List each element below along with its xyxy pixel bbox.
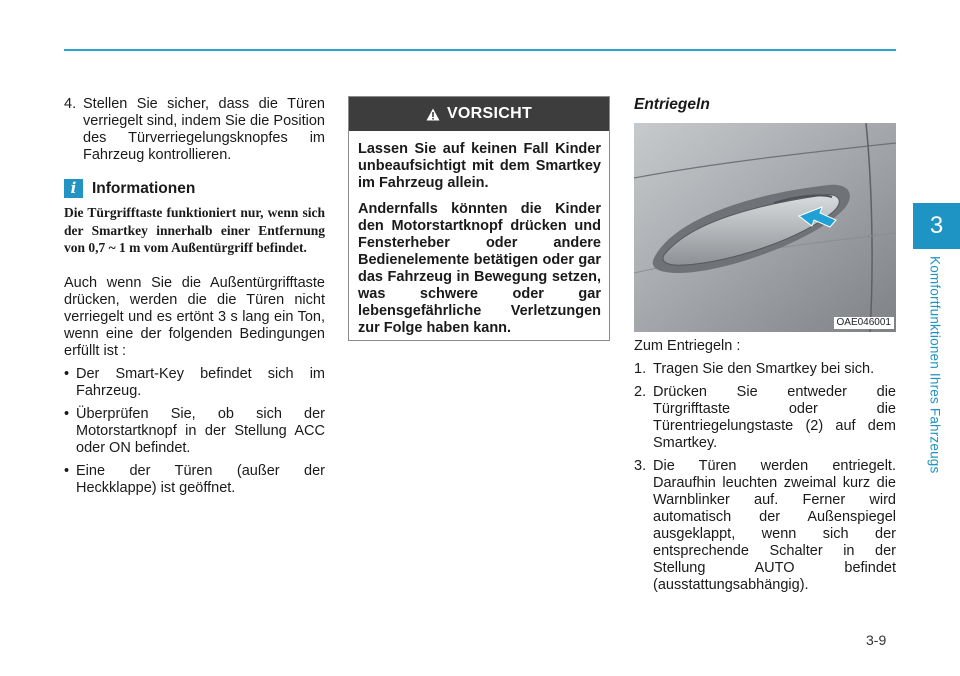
step-number: 4. [64, 96, 77, 112]
step-number: 3. [634, 458, 647, 474]
warning-triangle-icon [426, 108, 440, 121]
caution-paragraph: Lassen Sie auf keinen Fall Kinder unbeaufsichtigt mit dem Smartkey im Fahrzeug allein. [358, 141, 601, 191]
info-text: Die Türgrifftaste funktioniert nur, wenn sich der Smartkey innerhalb einer Entfernung von 0,7 ~ 1 m vom Außentürgriff befindet. [64, 205, 325, 255]
caution-paragraph: Andernfalls könnten die Kinder den Motorstartknopf drücken und Fensterheber oder andere Bedienelemente betätigen oder gar das Fahrzeug in Bewegung setzen, was schwere oder gar lebensgefährliche Verletzungen zur Folge haben kann. [358, 201, 601, 336]
door-handle-illustration [634, 123, 896, 332]
section-heading: Entriegeln [634, 96, 710, 113]
unlock-step-1 [634, 361, 896, 378]
chapter-title-vertical [920, 256, 950, 496]
step-number: 1. [634, 361, 647, 377]
unlock-intro: Zum Entriegeln : [634, 338, 741, 354]
bullet-icon: • [64, 405, 70, 422]
image-code: OAE046001 [834, 317, 895, 329]
unlock-step-2 [634, 384, 896, 452]
list-item: • Der Smart-Key befindet sich im Fahrzeug. [64, 365, 325, 399]
left-column [64, 96, 325, 497]
list-item: • Eine der Türen (außer der Heckklappe) ist geöffnet. [64, 462, 325, 496]
info-icon: i [64, 179, 83, 198]
caution-body [349, 131, 609, 337]
unlock-step-3 [634, 458, 896, 594]
info-title: Informationen [92, 180, 196, 197]
top-rule [64, 49, 896, 51]
step-number: 2. [634, 384, 647, 400]
info-header [64, 179, 325, 198]
bullet-icon: • [64, 365, 70, 382]
step-text: Tragen Sie den Smartkey bei sich. [653, 361, 875, 377]
bullet-icon: • [64, 462, 70, 479]
step-4 [64, 96, 325, 164]
list-item: • Überprüfen Sie, ob sich der Motorstartknopf in der Stellung ACC oder ON befindet. [64, 405, 325, 456]
step-text: Die Türen werden entriegelt. Daraufhin leuchten zweimal kurz die Warnblinker auf. Ferner wird automatisch der Außenspiegel ausgeklappt, wenn sich der entsprechende Schalter in der Stellung AUTO befindet (ausstattungsabhängig). [653, 458, 896, 593]
step-text: Stellen Sie sicher, dass die Türen verriegelt sind, indem Sie die Position des Türverriegelungsknopfes im Fahrzeug kontrollieren. [83, 96, 325, 163]
right-column [634, 96, 896, 600]
chapter-number: 3 [929, 212, 944, 239]
step-text: Drücken Sie entweder die Türgrifftaste oder die Türentriegelungstaste (2) auf dem Smartkey. [653, 384, 896, 451]
chapter-tab [913, 203, 960, 249]
chapter-title: Komfortfunktionen Ihres Fahrzeugs [927, 256, 943, 474]
page-number: 3-9 [866, 632, 887, 648]
caution-box [348, 96, 610, 341]
caution-header [349, 97, 609, 131]
caution-title: VORSICHT [446, 105, 533, 122]
conditions-paragraph: Auch wenn Sie die Außentürgrifftaste drücken, werden die die Türen nicht verriegelt und es ertönt 3 s lang ein Ton, wenn eine der folgenden Bedingungen erfüllt ist : [64, 274, 325, 359]
